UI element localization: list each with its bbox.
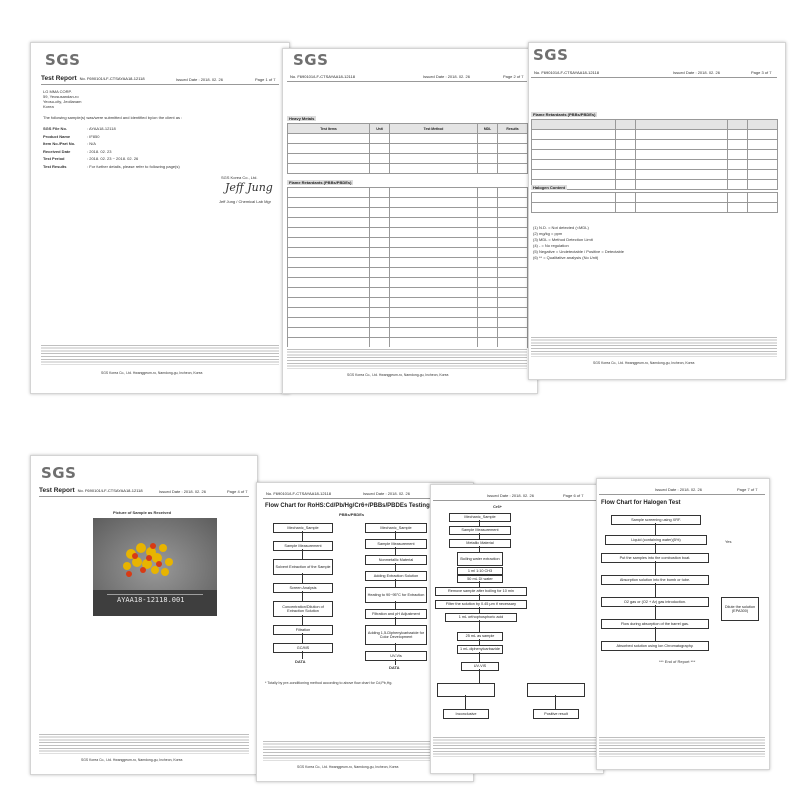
flow-step: 1 ml 1:10 CH3 — [457, 567, 503, 575]
flow-step: Liquid (containing water)(5%) — [605, 535, 707, 545]
flow-step: Remove sample after boiling for 10 min — [435, 587, 527, 596]
results-table: Test Items Unit Test Method MDL Results — [287, 123, 528, 174]
legal-disclaimer — [287, 347, 527, 369]
client-address: LG MMA CORP. 59, Yeosusandan-ro Yeosu-city, Jeollanam Korea — [43, 89, 82, 109]
header-rule — [39, 496, 249, 497]
signature: Jeff Jung — [225, 181, 273, 194]
flow-arrow — [655, 523, 656, 535]
flow-step: GC/MS — [273, 643, 333, 653]
flow-step: Put the samples into the combustion boat. — [601, 553, 709, 563]
pbde-table — [531, 119, 778, 190]
flow-step: Sample Measurement — [365, 539, 427, 549]
flow-step: Adding Extraction Solution — [365, 571, 427, 581]
page-number: Page 7 of 7 — [737, 487, 758, 492]
report-title: No. F690101/LF-CTSAYAA18-12118 — [266, 491, 331, 496]
flow-step: Solvent Extraction of the Sample — [273, 559, 333, 575]
flow-arrow — [395, 547, 396, 555]
flow-arrow — [479, 652, 480, 662]
flow-step: Filtration and pH Adjustment — [365, 609, 427, 619]
flow-step: Mechanic_Sample — [273, 523, 333, 533]
flow-step: 50 mL DI water — [457, 575, 503, 583]
report-page-4 — [30, 455, 258, 775]
legal-disclaimer — [433, 735, 597, 757]
flow-step: Filter the solution by 0.45 μm if necessary — [435, 600, 527, 609]
flow-decision — [437, 683, 495, 697]
dilute-step: Dilute the solution (EPA300) — [721, 597, 759, 621]
page-number: Page 1 of 7 — [255, 77, 276, 82]
flow-arrow — [479, 620, 480, 632]
flow-arrow — [655, 561, 656, 575]
flow-step: Metallic Material — [449, 539, 511, 548]
flow-step: Screen Analysis — [273, 583, 333, 593]
header-rule — [531, 77, 777, 78]
flow-outcome-inconclusive: Inconclusive — [443, 709, 489, 719]
report-page-7 — [596, 478, 770, 770]
company-name: SGS Korea Co., Ltd. — [221, 175, 258, 180]
signer-name: Jeff Jung / Chemical Lab Mgr — [219, 199, 271, 204]
flow-arrow — [302, 531, 303, 541]
page-footer: SGS Korea Co., Ltd. Hwanggeum-ro, Namdong-gu, Incheon, Korea — [593, 361, 695, 365]
flow-end: DATA — [295, 659, 306, 664]
flow-step: Filtration — [273, 625, 333, 635]
flow-arrow — [302, 549, 303, 559]
flow-step: 25 mL as sample — [457, 632, 503, 641]
report-title: No. F690101/LF-CTSAYAA18-12118 — [534, 70, 599, 75]
yes-label: Yes — [725, 539, 732, 544]
section-flame-retardants: Flame Retardants (PBBs/PBDEs) — [289, 180, 352, 185]
flow-outcome-positive: Positive result — [533, 709, 579, 719]
flow-arrow — [302, 633, 303, 643]
sgs-logo: SGS — [45, 51, 81, 69]
flow-arrow — [395, 531, 396, 539]
flow-step: Flow during absorption of the barrel gas. — [601, 619, 709, 629]
flow-step: Nonmetallic Material — [365, 555, 427, 565]
page-number: Page 4 of 7 — [227, 489, 248, 494]
page-footer: SGS Korea Co., Ltd. Hwanggeum-ro, Namdong-gu, Incheon, Korea — [347, 373, 449, 377]
flow-decision — [527, 683, 585, 697]
report-page-1 — [30, 42, 290, 394]
end-of-report: *** End of Report *** — [659, 659, 696, 664]
flow-arrow — [302, 615, 303, 625]
flow-arrow — [395, 617, 396, 625]
header-rule — [41, 84, 279, 85]
issued-date: Issued Date : 2018. 02. 26 — [423, 74, 470, 79]
page-footer: SGS Korea Co., Ltd. Hwanggeum-ro, Namdong-gu, Incheon, Korea — [101, 371, 203, 375]
flow-step: Sample Measurement — [273, 541, 333, 551]
flow-step: Adding 1,5-Diphenylcarbazide for Color Development — [365, 625, 427, 645]
flow-step: Sample screening using XRF. — [611, 515, 701, 525]
legal-disclaimer — [39, 732, 249, 754]
flow-arrow — [302, 651, 303, 659]
flow-step: Mechanic_Sample — [449, 513, 511, 522]
flow-step: Mechanic_Sample — [365, 523, 427, 533]
flow-step: Absorbed solution using Ion Chromatography. — [601, 641, 709, 651]
flow-step: UV-Vis — [365, 651, 427, 661]
flow-arrow — [465, 695, 466, 709]
flow-arrow — [655, 583, 656, 597]
flow-step: O2 gas or (O2 + Ar) gas introduction. — [601, 597, 709, 607]
sample-id-label: AYAA18-12118.001 — [117, 596, 185, 604]
flow-arrow — [302, 591, 303, 601]
flow-arrow — [302, 573, 303, 583]
section-flame-retardants: Flame Retardants (PBBs/PBDEs) — [533, 112, 596, 117]
page-number: Page 6 of 7 — [563, 493, 584, 498]
header-rule — [433, 500, 597, 501]
flow-arrow — [555, 695, 556, 709]
flow-chart-title: Flow Chart for RoHS:Cd/Pb/Hg/Cr6+/PBBs/PBDEs Testing — [265, 503, 430, 509]
section-halogen: Halogen Content — [533, 185, 565, 190]
flow-arrow — [395, 579, 396, 587]
flow-step: Sample Measurement — [449, 526, 511, 535]
flow-step: Absorption solution into the bomb or tube. — [601, 575, 709, 585]
issued-date: Issued Date : 2018. 02. 26 — [363, 491, 410, 496]
sample-photo — [93, 518, 217, 616]
flow-arrow — [479, 669, 480, 683]
report-page-2 — [282, 48, 538, 394]
flow-step: UV-VIS — [461, 662, 499, 671]
report-page-6 — [430, 484, 604, 774]
page-number: Page 3 of 7 — [751, 70, 772, 75]
flow-arrow — [655, 627, 656, 641]
flow-step: Concentration/Dilution of Extraction Solution — [273, 601, 333, 617]
issued-date: Issued Date : 2018. 02. 26 — [673, 70, 720, 75]
sgs-logo: SGS — [293, 51, 329, 69]
report-fields: SGS File No. Product Name Item No./Part No. Received Date Test Period Test Results — [43, 126, 76, 169]
report-title: Test Report No. F690101/LF-CTSAYAA18-12118 — [41, 75, 145, 82]
pbb-table — [287, 187, 528, 348]
flow-chart-title: Flow Chart for Halogen Test — [601, 500, 681, 506]
branch-label: Cr6+ — [493, 504, 503, 509]
page-footer: SGS Korea Co., Ltd. Hwanggeum-ro, Namdong-gu, Incheon, Korea — [297, 765, 399, 769]
report-page-3 — [528, 42, 786, 380]
page-number: Page 2 of 7 — [503, 74, 524, 79]
flow-arrow — [655, 543, 656, 553]
header-rule — [599, 494, 765, 495]
report-field-values: : AYAA18-12118 : IF850 : N/A : 2018. 02. 23 : 2018. 02. 23 ~ 2018. 02. 26 : For further details, please refer to following page(s) — [87, 126, 180, 169]
flow-arrow — [395, 601, 396, 609]
issued-date: Issued Date : 2018. 02. 26 — [655, 487, 702, 492]
flow-step: 1 mL diphenylcarbazide — [457, 645, 503, 654]
page-footer: SGS Korea Co., Ltd. Hwanggeum-ro, Namdong-gu, Incheon, Korea — [81, 758, 183, 762]
branch-label: PBBs/PBDEs — [339, 512, 365, 517]
report-title: No. F690101/LF-CTSAYAA18-12118 — [290, 74, 355, 79]
photo-caption: Picture of Sample as Received — [113, 510, 172, 515]
flow-arrow — [395, 643, 396, 651]
flow-arrow — [655, 605, 656, 619]
halogen-table — [531, 192, 778, 213]
notes: (1) N.D. = Not detected (<MDL) (2) mg/kg = ppm (3) MDL = Method Detection Limit (4) - = No regulation (5) Negative = Undetectable / Positive = Detectable (6) ** = Qualitative analysis (No Unit) — [533, 225, 624, 260]
sgs-logo: SGS — [533, 46, 569, 64]
flow-step: Boiling water extraction — [457, 552, 503, 566]
header-rule — [287, 81, 527, 82]
issued-date: Issued Date : 2018. 02. 26 — [159, 489, 206, 494]
report-title: Test Report No. F690101/LF-CTSAYAA18-12118 — [39, 487, 143, 494]
section-heavy-metals: Heavy Metals — [289, 116, 315, 121]
flow-step: 1 mL orthophosphoric acid — [445, 613, 517, 622]
legal-disclaimer — [599, 735, 765, 757]
intro-text: The following sample(s) was/were submitted and identified by/on the client as : — [43, 115, 183, 120]
flow-step: Heating to 90~95°C for Extraction — [365, 587, 427, 603]
legal-disclaimer — [531, 335, 777, 357]
sgs-logo: SGS — [41, 464, 77, 482]
flow-arrow — [395, 563, 396, 571]
legal-disclaimer — [41, 343, 279, 365]
flow-end: DATA — [389, 665, 400, 670]
flow-footnote: * Totally by pre-conditioning method according to above flow chart for Cd,Pb,Hg. — [265, 681, 393, 685]
issued-date: Issued Date : 2018. 02. 26 — [487, 493, 534, 498]
issued-date: Issued Date : 2018. 02. 26 — [176, 77, 223, 82]
